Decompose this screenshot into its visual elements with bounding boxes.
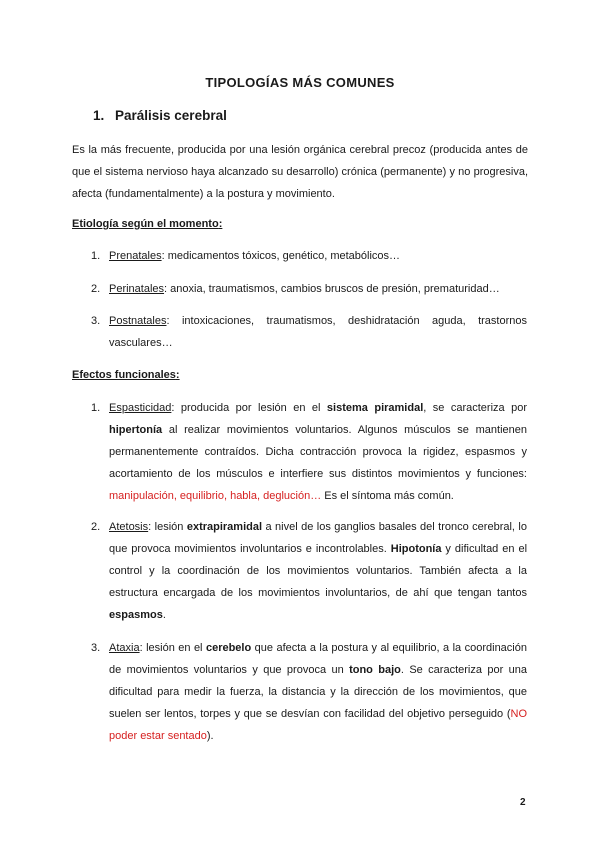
list-number: 1.: [91, 250, 101, 262]
list-number: 3.: [91, 642, 101, 654]
text-run: Es el síntoma más común.: [321, 490, 454, 502]
effects-heading-text: Efectos funcionales: [72, 369, 176, 381]
bold-term: tono bajo: [349, 664, 401, 676]
bold-term: Hipotonía: [390, 543, 442, 555]
text-run: : lesión: [148, 521, 187, 533]
section-number: 1.: [93, 108, 105, 123]
text-run: ).: [206, 730, 214, 742]
text-run: que afecta a la postura y al equilibrio, a la coordinación de movimientos voluntarios y que provoca un: [109, 642, 527, 676]
item-text: : anoxia, traumatismos, cambios bruscos de presión, prematuridad…: [164, 283, 500, 295]
text-run: al realizar movimientos voluntarios. Algunos músculos se mantienen permanentemente contraídos. Dicha contracción provoca la rigidez, espasmos y acortamiento de los músculos e interfiere sus distintos movimientos y funciones:: [109, 424, 527, 480]
term: Perinatales: [109, 283, 165, 295]
term: Espasticidad: [109, 402, 172, 414]
highlighted-text: NO poder estar sentado: [109, 708, 527, 742]
bold-term: extrapiramidal: [186, 521, 263, 533]
text-run: y dificultad en el control y la coordinación de los movimientos voluntarios. También afecta a la estructura encargada de los movimientos involuntarios, de ahí que tengan tantos: [109, 543, 528, 599]
etiology-heading-colon: :: [218, 218, 223, 230]
section-heading: [93, 108, 227, 123]
section-heading-text: Parálisis cerebral: [115, 108, 227, 123]
etiology-heading: [72, 218, 222, 230]
text-run: . Se caracteriza por una dificultad para medir la fuerza, la distancia y la dirección de los movimientos, que suelen ser lentos, torpes y que se desvían con facilidad del objetivo perseguido (: [109, 664, 527, 720]
item-text: : intoxicaciones, traumatismos, deshidratación aguda, trastornos vasculares…: [109, 315, 527, 349]
bold-term: cerebelo: [205, 642, 252, 654]
term: Atetosis: [109, 521, 149, 533]
term: Prenatales: [109, 250, 162, 262]
bold-term: sistema piramidal: [326, 402, 424, 414]
list-number: 3.: [91, 315, 101, 327]
bold-term: espasmos: [109, 609, 163, 621]
text-run: , se caracteriza por: [423, 402, 527, 414]
list-number: 2.: [91, 521, 101, 533]
text-run: : lesión en el: [139, 642, 206, 654]
effects-heading-colon: :: [175, 369, 180, 381]
bold-term: hipertonía: [109, 424, 163, 436]
list-number: 2.: [91, 283, 101, 295]
effects-heading: [72, 369, 180, 381]
highlighted-text: manipulación, equilibrio, habla, deglución…: [109, 490, 322, 502]
text-run: .: [162, 609, 166, 621]
page-number: 2: [520, 797, 526, 808]
term: Ataxia: [109, 642, 140, 654]
list-number: 1.: [91, 402, 101, 414]
term: Postnatales: [109, 315, 167, 327]
etiology-heading-text: Etiología según el momento: [72, 218, 219, 230]
page-title: TIPOLOGÍAS MÁS COMUNES: [205, 75, 395, 90]
intro-paragraph: Es la más frecuente, producida por una lesión orgánica cerebral precoz (producida antes de que el sistema nervioso haya alcanzado su desarrollo) crónica (permanente) y no progresiva, afecta (fundamentalmente) a la postura y movimiento.: [72, 144, 528, 200]
item-text: : medicamentos tóxicos, genético, metabólicos…: [161, 250, 401, 262]
text-run: : producida por lesión en el: [171, 402, 327, 414]
text-run: a nivel de los ganglios basales del tronco cerebral, lo que provoca movimientos involuntarios e incontrolables.: [109, 521, 527, 555]
